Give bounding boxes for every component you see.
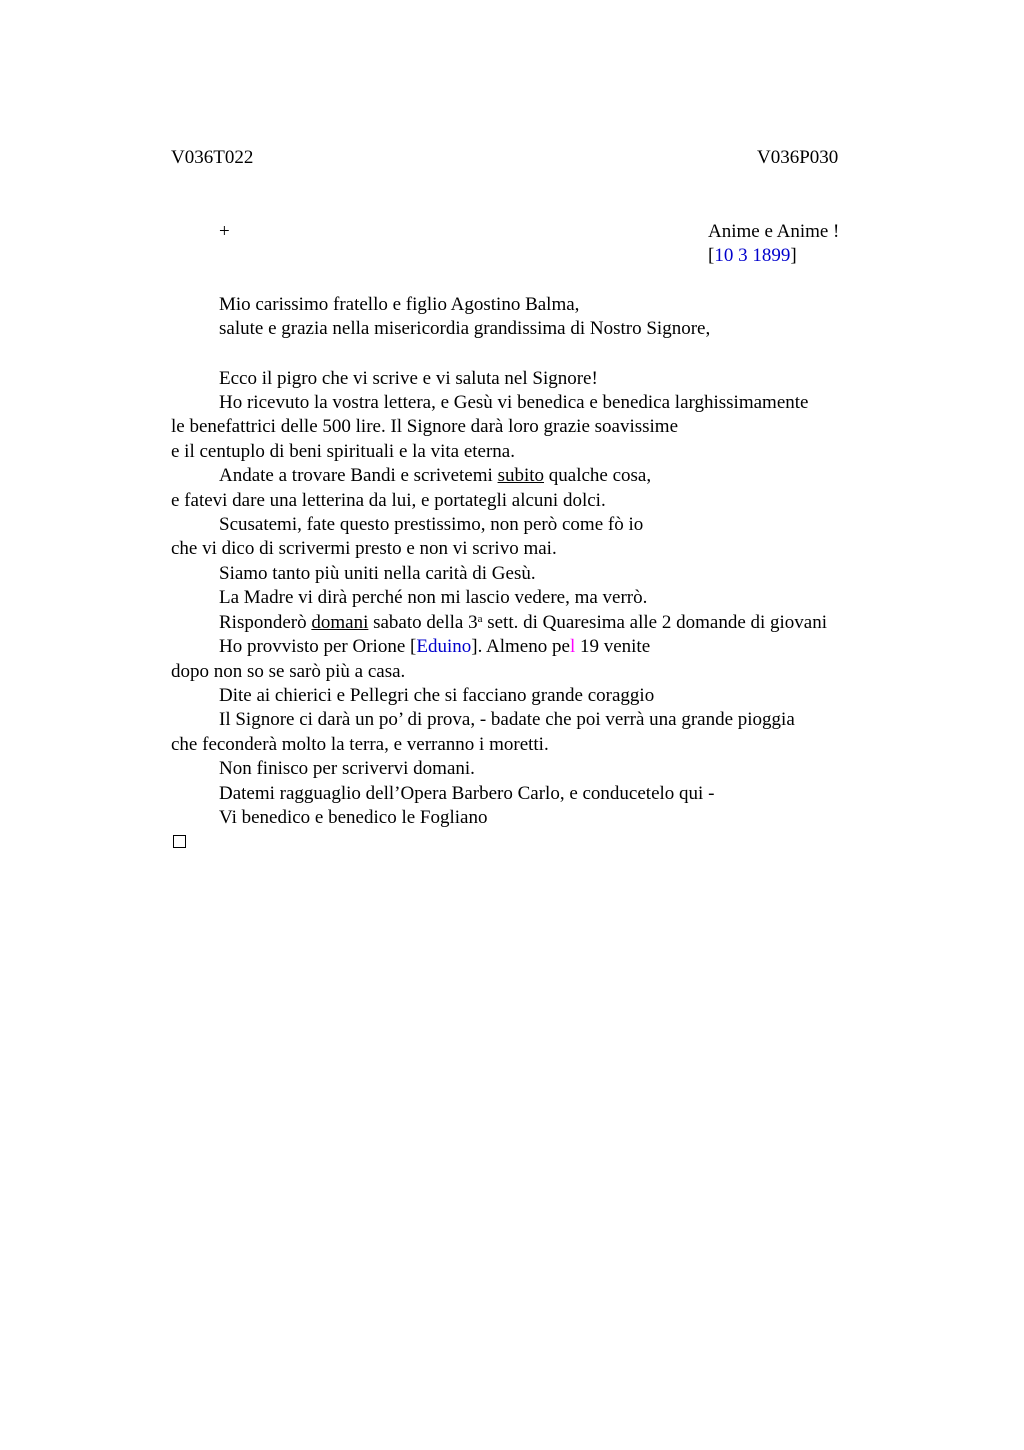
- body-line: [219, 635, 650, 659]
- body-line: e fatevi dare una letterina da lui, e portategli alcuni dolci.: [171, 490, 606, 511]
- body-line: e il centuplo di beni spirituali e la vita eterna.: [171, 441, 515, 462]
- body-text: Risponderò: [219, 612, 312, 633]
- body-line: Dite ai chierici e Pellegri che si facciano grande coraggio: [219, 685, 655, 706]
- ordinal-superscript: a: [477, 613, 483, 625]
- body-line: Il Signore ci darà un po’ di prova, - badate che poi verrà una grande pioggia: [219, 709, 795, 730]
- square-box-icon: [173, 835, 186, 848]
- editorial-insertion: Eduino: [416, 636, 472, 657]
- body-text: sabato della 3: [368, 612, 478, 633]
- salutation-line-1: Mio carissimo fratello e figlio Agostino Balma,: [219, 294, 580, 315]
- editorial-correction: l: [569, 636, 576, 657]
- body-line: Ecco il pigro che vi scrive e vi saluta nel Signore!: [219, 368, 598, 389]
- body-line: che feconderà molto la terra, e verranno i moretti.: [171, 734, 549, 755]
- body-text: qualche cosa,: [544, 465, 652, 486]
- cross-mark: +: [219, 221, 230, 242]
- underlined-word: domani: [311, 612, 369, 633]
- body-line: [219, 464, 651, 488]
- body-line: dopo non so se sarò più a casa.: [171, 661, 406, 682]
- body-line: Vi benedico e benedico le Fogliano: [219, 807, 488, 828]
- body-line: [219, 611, 827, 635]
- body-text: 19 venite: [575, 636, 651, 657]
- body-line: Scusatemi, fate questo prestissimo, non però come fò io: [219, 514, 644, 535]
- body-text: ]. Almeno pe: [471, 636, 570, 657]
- document-code-right: V036P030: [757, 147, 839, 168]
- body-line: La Madre vi dirà perché non mi lascio vedere, ma verrò.: [219, 587, 648, 608]
- body-line: Ho ricevuto la vostra lettera, e Gesù vi benedica e benedica larghissimamente: [219, 392, 809, 413]
- document-code-left: V036T022: [171, 147, 254, 168]
- body-line: Siamo tanto più uniti nella carità di Gesù.: [219, 563, 536, 584]
- body-line: Non finisco per scrivervi domani.: [219, 758, 475, 779]
- salutation-line-2: salute e grazia nella misericordia grandissima di Nostro Signore,: [219, 318, 711, 339]
- date-bracket-close: ]: [790, 245, 797, 266]
- body-text: sett. di Quaresima alle 2 domande di giovani: [482, 612, 828, 633]
- date-value: 10 3 1899: [714, 245, 791, 266]
- body-line: che vi dico di scrivermi presto e non vi scrivo mai.: [171, 538, 557, 559]
- body-text: Ho provvisto per Orione [: [219, 636, 417, 657]
- date-bracket-open: [: [708, 245, 715, 266]
- letter-heading: Anime e Anime !: [708, 221, 840, 242]
- body-line: Datemi ragguaglio dell’Opera Barbero Carlo, e conducetelo qui -: [219, 783, 715, 804]
- underlined-word: subito: [497, 465, 545, 486]
- body-line: le benefattrici delle 500 lire. Il Signore darà loro grazie soavissime: [171, 416, 679, 437]
- letter-date: [708, 244, 797, 268]
- body-text: Andate a trovare Bandi e scrivetemi: [219, 465, 498, 486]
